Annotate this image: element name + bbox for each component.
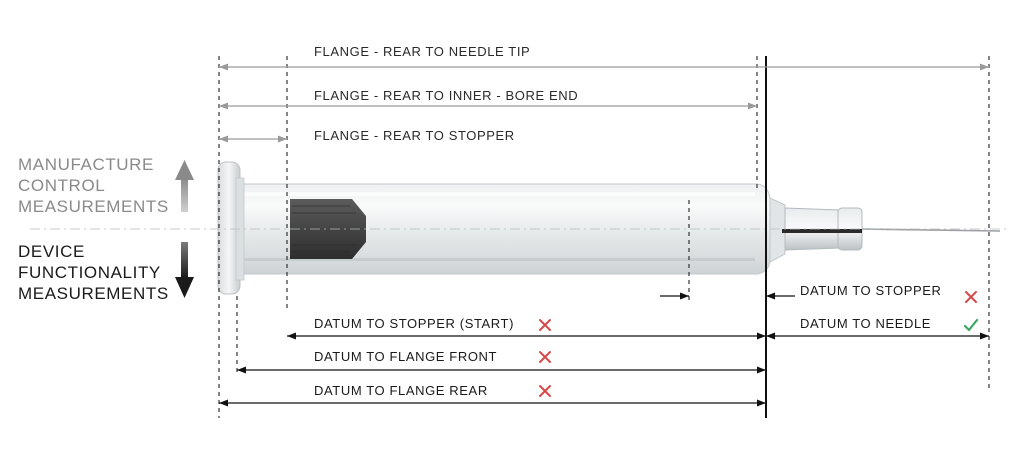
cross-icon	[536, 348, 554, 366]
label-datum-to-flange-rear: DATUM TO FLANGE REAR	[314, 383, 488, 398]
manufacture-control-label	[18, 154, 169, 217]
device-line-3: MEASUREMENTS	[18, 284, 169, 303]
dim-datum-to-flange-rear-arrowhead-left	[219, 400, 228, 407]
dim-flange-rear-to-stopper-arrowhead-right	[278, 136, 287, 143]
dim-flange-rear-to-stopper-arrowhead-left	[219, 136, 228, 143]
dim-datum-to-stopper-start-arrowhead-right	[757, 333, 766, 340]
cross-icon	[962, 288, 980, 306]
dim-datum-to-stopper-left-arrowhead-right	[680, 293, 689, 300]
down-arrow-icon	[175, 242, 194, 298]
dim-datum-to-stopper-start-arrowhead-left	[287, 333, 296, 340]
label-datum-to-flange-front: DATUM TO FLANGE FRONT	[314, 349, 498, 364]
dim-datum-to-flange-rear-arrowhead-right	[757, 400, 766, 407]
manufacture-line-2: CONTROL	[18, 176, 106, 195]
manufacture-line-3: MEASUREMENTS	[18, 197, 169, 216]
device-line-1: DEVICE	[18, 242, 85, 261]
syringe	[30, 162, 1010, 294]
label-datum-to-stopper: DATUM TO STOPPER	[800, 283, 942, 298]
dim-datum-to-needle-arrowhead-right	[980, 333, 989, 340]
dim-flange-rear-to-inner-bore-end-arrowhead-right	[748, 103, 757, 110]
dim-flange-rear-to-inner-bore-end-arrowhead-left	[219, 103, 228, 110]
dim-datum-to-flange-front-arrowhead-left	[237, 367, 246, 374]
device-functionality-label	[18, 241, 169, 304]
cross-icon	[536, 316, 554, 334]
dim-flange-rear-to-needle-tip-arrowhead-left	[219, 64, 228, 71]
dim-flange-rear-to-needle-tip-arrowhead-right	[980, 64, 989, 71]
label-flange-rear-to-needle-tip: FLANGE - REAR TO NEEDLE TIP	[314, 44, 531, 59]
check-icon	[962, 316, 980, 334]
dim-datum-to-stopper-right-arrowhead-left	[766, 293, 775, 300]
cross-icon	[536, 382, 554, 400]
up-arrow-icon	[175, 160, 194, 212]
dim-datum-to-flange-front-arrowhead-right	[757, 367, 766, 374]
manufacture-line-1: MANUFACTURE	[18, 155, 154, 174]
label-datum-to-needle: DATUM TO NEEDLE	[800, 316, 932, 331]
label-flange-rear-to-stopper: FLANGE - REAR TO STOPPER	[314, 128, 515, 143]
device-line-2: FUNCTIONALITY	[18, 263, 161, 282]
label-flange-rear-to-inner-bore-end: FLANGE - REAR TO INNER - BORE END	[314, 88, 579, 103]
dim-datum-to-needle-arrowhead-left	[766, 333, 775, 340]
label-datum-to-stopper-start: DATUM TO STOPPER (START)	[314, 316, 515, 331]
